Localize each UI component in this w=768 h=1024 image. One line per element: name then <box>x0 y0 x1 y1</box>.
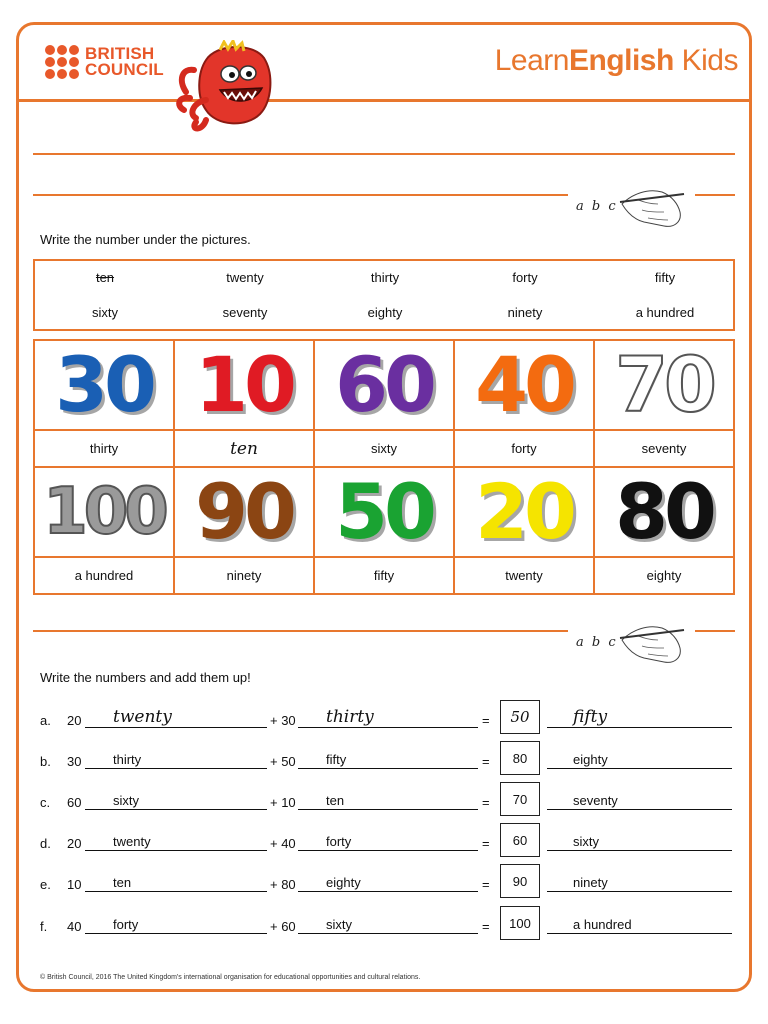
british-council-logo <box>45 45 164 79</box>
section2-divider-end <box>695 630 735 632</box>
number-picture: 90 <box>195 467 293 556</box>
row-letter: d. <box>40 836 51 851</box>
second-number-word-field[interactable]: forty <box>298 831 478 851</box>
number-label: a hundred <box>34 557 174 594</box>
number-picture: 10 <box>195 340 293 429</box>
number-picture-cell <box>34 340 174 430</box>
first-number-word-field[interactable]: twenty <box>85 831 267 851</box>
number-pictures-row <box>34 467 734 557</box>
total-word-field[interactable]: eighty <box>547 749 732 769</box>
row-letter: e. <box>40 877 51 892</box>
header-divider <box>16 99 752 102</box>
total-word-field[interactable]: a hundred <box>547 914 732 934</box>
first-number-word-field[interactable]: thirty <box>85 749 267 769</box>
number-picture-cell <box>174 340 314 430</box>
second-number: + 10 <box>270 795 296 810</box>
number-picture: 20 <box>475 467 573 556</box>
total-word-field[interactable]: seventy <box>547 790 732 810</box>
equals-sign: = <box>482 836 490 851</box>
addition-row <box>40 821 732 857</box>
number-picture: 60 <box>335 340 433 429</box>
word-bank-item: eighty <box>367 305 403 320</box>
learnenglish-kids-logo: LearnEnglish Kids <box>494 44 738 77</box>
second-number: + 60 <box>270 919 296 934</box>
second-number: + 80 <box>270 877 296 892</box>
number-picture: 80 <box>615 467 713 556</box>
number-picture-cell <box>34 467 174 557</box>
total-number-box[interactable]: 50 <box>500 700 540 734</box>
number-label: seventy <box>594 430 734 467</box>
first-number: 60 <box>67 795 82 810</box>
section2-instruction: Write the numbers and add them up! <box>40 670 251 685</box>
addition-row <box>40 698 732 734</box>
row-letter: b. <box>40 754 51 769</box>
total-number-box[interactable]: 90 <box>500 864 540 898</box>
total-word-field[interactable]: fifty <box>547 708 732 728</box>
number-picture-cell <box>594 467 734 557</box>
word-bank <box>33 259 735 331</box>
addition-row <box>40 739 732 775</box>
second-number-word-field[interactable]: sixty <box>298 914 478 934</box>
section1-writing-hand: a b c <box>576 182 688 230</box>
number-picture-cell <box>594 340 734 430</box>
second-number-word-field[interactable]: thirty <box>298 708 478 728</box>
first-number-word-field[interactable]: ten <box>85 872 267 892</box>
first-number: 20 <box>67 713 82 728</box>
addition-row <box>40 780 732 816</box>
row-letter: c. <box>40 795 51 810</box>
number-label: thirty <box>34 430 174 467</box>
row-letter: a. <box>40 713 51 728</box>
total-number-box[interactable]: 80 <box>500 741 540 775</box>
first-number: 30 <box>67 754 82 769</box>
equals-sign: = <box>482 795 490 810</box>
second-number-word-field[interactable]: ten <box>298 790 478 810</box>
number-picture: 50 <box>335 467 433 556</box>
first-number-word-field[interactable]: twenty <box>85 708 267 728</box>
word-bank-item: ninety <box>507 305 543 320</box>
word-bank-item: forty <box>512 270 538 285</box>
british-council-wordmark: BRITISH COUNCIL <box>85 44 164 79</box>
total-number-box[interactable]: 60 <box>500 823 540 857</box>
number-labels-row <box>34 557 734 594</box>
number-label: sixty <box>314 430 454 467</box>
word-bank-item: thirty <box>370 270 400 285</box>
number-picture: 40 <box>475 340 573 429</box>
row-letter: f. <box>40 919 48 934</box>
word-bank-item: twenty <box>226 270 264 285</box>
number-picture: 100 <box>43 475 165 549</box>
word-bank-item: ten <box>95 270 115 285</box>
number-picture-cell <box>454 467 594 557</box>
second-number: + 30 <box>270 713 296 728</box>
section2-divider <box>33 630 568 632</box>
first-number-word-field[interactable]: forty <box>85 914 267 934</box>
equals-sign: = <box>482 919 490 934</box>
writing-hand-icon <box>618 618 688 666</box>
number-pictures-row <box>34 340 734 430</box>
number-label: forty <box>454 430 594 467</box>
equals-sign: = <box>482 754 490 769</box>
number-label: ninety <box>174 557 314 594</box>
word-bank-item: sixty <box>92 305 118 320</box>
number-picture-cell <box>314 340 454 430</box>
number-label: fifty <box>314 557 454 594</box>
numbers-picture-table <box>33 339 735 595</box>
first-number: 40 <box>67 919 82 934</box>
writing-hand-icon <box>618 182 688 230</box>
total-word-field[interactable]: ninety <box>547 872 732 892</box>
second-number: + 50 <box>270 754 296 769</box>
title-rule <box>33 153 735 155</box>
number-label-handwritten: ten <box>174 430 314 467</box>
total-number-box[interactable]: 70 <box>500 782 540 816</box>
second-number: + 40 <box>270 836 296 851</box>
word-bank-item: a hundred <box>635 305 695 320</box>
first-number-word-field[interactable]: sixty <box>85 790 267 810</box>
word-bank-item: seventy <box>222 305 268 320</box>
word-bank-item: fifty <box>654 270 676 285</box>
number-picture-cell <box>454 340 594 430</box>
equals-sign: = <box>482 713 490 728</box>
first-number: 20 <box>67 836 82 851</box>
number-picture-cell <box>174 467 314 557</box>
total-word-field[interactable]: sixty <box>547 831 732 851</box>
british-council-dots-icon <box>45 45 79 79</box>
number-label: twenty <box>454 557 594 594</box>
first-number: 10 <box>67 877 82 892</box>
number-labels-row <box>34 430 734 467</box>
total-number-box[interactable]: 100 <box>500 906 540 940</box>
second-number-word-field[interactable]: fifty <box>298 749 478 769</box>
section1-divider-end <box>695 194 735 196</box>
monster-mascot-icon <box>176 40 280 132</box>
number-picture: 30 <box>55 340 153 429</box>
addition-row <box>40 862 732 898</box>
number-picture: 70 <box>615 340 713 429</box>
section1-divider <box>33 194 568 196</box>
number-label: eighty <box>594 557 734 594</box>
number-picture-cell <box>314 467 454 557</box>
equals-sign: = <box>482 877 490 892</box>
section1-instruction: Write the number under the pictures. <box>40 232 251 247</box>
second-number-word-field[interactable]: eighty <box>298 872 478 892</box>
addition-row <box>40 904 732 940</box>
copyright-footer: © British Council, 2016 The United Kingdom's international organisation for educational opportunities and cultural relations. <box>40 974 421 981</box>
section2-writing-hand: a b c <box>576 618 688 666</box>
